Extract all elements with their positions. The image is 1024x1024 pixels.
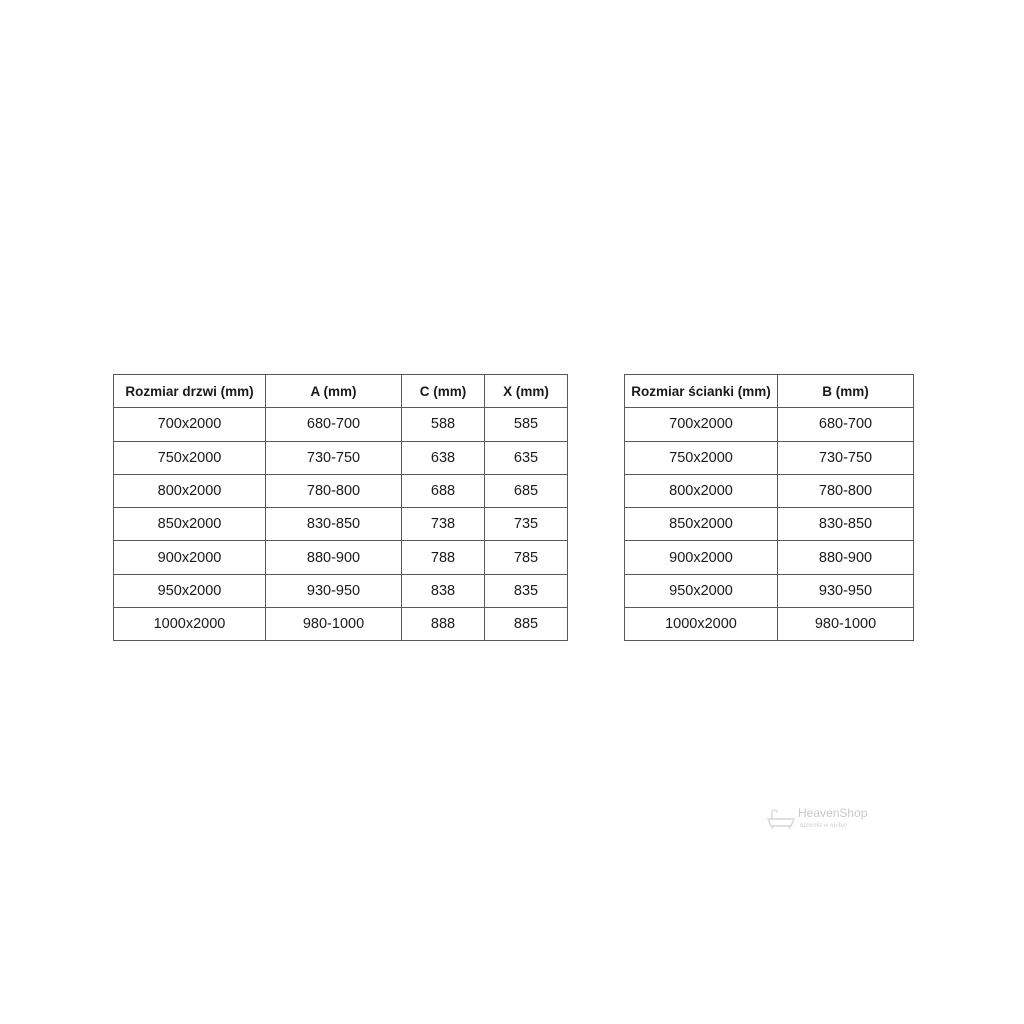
table-row — [625, 541, 914, 574]
cell-x: 835 — [485, 574, 568, 607]
table-row — [114, 441, 568, 474]
cell-c: 738 — [402, 508, 485, 541]
cell-size: 700x2000 — [114, 408, 266, 441]
cell-size: 850x2000 — [625, 508, 778, 541]
cell-size: 800x2000 — [114, 474, 266, 507]
cell-b: 880-900 — [778, 541, 914, 574]
cell-x: 635 — [485, 441, 568, 474]
cell-x: 785 — [485, 541, 568, 574]
door-size-table — [113, 374, 568, 641]
cell-size: 700x2000 — [625, 408, 778, 441]
table-row — [625, 508, 914, 541]
cell-b: 730-750 — [778, 441, 914, 474]
cell-b: 830-850 — [778, 508, 914, 541]
cell-x: 735 — [485, 508, 568, 541]
cell-size: 900x2000 — [625, 541, 778, 574]
cell-x: 685 — [485, 474, 568, 507]
cell-c: 688 — [402, 474, 485, 507]
header-panel-size: Rozmiar ścianki (mm) — [625, 375, 778, 408]
table-row — [114, 474, 568, 507]
cell-size: 1000x2000 — [114, 608, 266, 641]
cell-a: 880-900 — [266, 541, 402, 574]
table-header-row — [625, 375, 914, 408]
bathtub-icon — [766, 808, 796, 830]
cell-size: 950x2000 — [114, 574, 266, 607]
cell-c: 788 — [402, 541, 485, 574]
cell-a: 680-700 — [266, 408, 402, 441]
table-row — [114, 408, 568, 441]
table-row — [114, 541, 568, 574]
header-c: C (mm) — [402, 375, 485, 408]
cell-a: 980-1000 — [266, 608, 402, 641]
cell-size: 800x2000 — [625, 474, 778, 507]
cell-size: 900x2000 — [114, 541, 266, 574]
cell-b: 780-800 — [778, 474, 914, 507]
header-door-size: Rozmiar drzwi (mm) — [114, 375, 266, 408]
table-row — [114, 608, 568, 641]
cell-x: 885 — [485, 608, 568, 641]
cell-a: 830-850 — [266, 508, 402, 541]
table-row — [625, 441, 914, 474]
watermark-name: HeavenShop — [798, 806, 868, 820]
table-header-row — [114, 375, 568, 408]
cell-size: 950x2000 — [625, 574, 778, 607]
cell-x: 585 — [485, 408, 568, 441]
cell-c: 588 — [402, 408, 485, 441]
cell-c: 888 — [402, 608, 485, 641]
cell-size: 750x2000 — [114, 441, 266, 474]
cell-size: 850x2000 — [114, 508, 266, 541]
cell-b: 930-950 — [778, 574, 914, 607]
table-row — [114, 508, 568, 541]
cell-c: 638 — [402, 441, 485, 474]
table-row — [114, 574, 568, 607]
cell-b: 980-1000 — [778, 608, 914, 641]
cell-b: 680-700 — [778, 408, 914, 441]
watermark-tagline: łazienki w niebie — [800, 821, 848, 829]
heavenshop-watermark — [766, 804, 886, 834]
cell-a: 930-950 — [266, 574, 402, 607]
header-x: X (mm) — [485, 375, 568, 408]
table-row — [625, 474, 914, 507]
header-b: B (mm) — [778, 375, 914, 408]
cell-size: 1000x2000 — [625, 608, 778, 641]
header-a: A (mm) — [266, 375, 402, 408]
cell-size: 750x2000 — [625, 441, 778, 474]
cell-c: 838 — [402, 574, 485, 607]
cell-a: 780-800 — [266, 474, 402, 507]
table-row — [625, 608, 914, 641]
cell-a: 730-750 — [266, 441, 402, 474]
table-row — [625, 574, 914, 607]
table-row — [625, 408, 914, 441]
panel-size-table — [624, 374, 914, 641]
